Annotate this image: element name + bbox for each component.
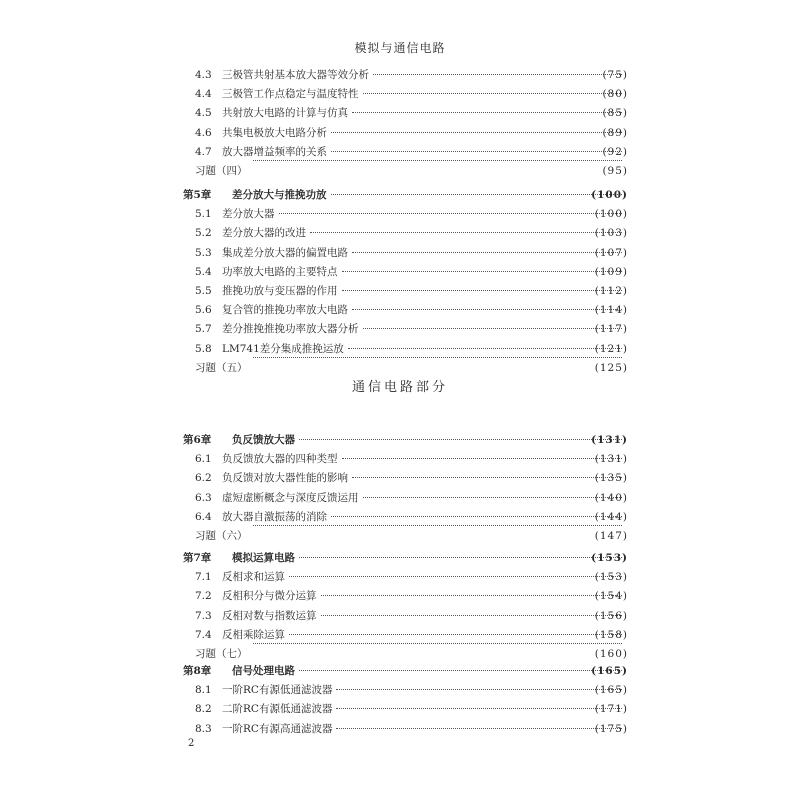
toc-entry-page: (171) <box>594 703 628 716</box>
toc-entry-number: 第7章 <box>183 552 212 564</box>
toc-exercise-row <box>0 359 800 378</box>
dot-leader <box>299 438 622 440</box>
dot-leader <box>253 642 622 644</box>
toc-entry-number: 习题（五） <box>195 361 248 374</box>
toc-entry-number: 习题（四） <box>195 165 248 177</box>
dot-leader <box>331 150 622 152</box>
toc-entry-title-line <box>222 301 622 320</box>
toc-item-row <box>0 489 800 508</box>
toc-item-row <box>0 124 800 143</box>
toc-entry-page: (131) <box>594 453 628 466</box>
toc-entry-number: 4.4 <box>195 88 212 101</box>
toc-entry-number: 5.3 <box>195 246 212 259</box>
dot-leader <box>348 347 622 349</box>
toc-entry-title-line <box>222 124 622 143</box>
toc-entry-title: 一阶RC有源高通滤波器 <box>222 722 333 735</box>
toc-entry-page: (103) <box>594 227 628 240</box>
toc-entry-page: (80) <box>602 88 628 101</box>
toc-entry-page: (95) <box>602 165 628 177</box>
toc-entry-page: (131) <box>591 434 628 446</box>
toc-entry-number: 7.1 <box>195 571 212 584</box>
toc-entry-number: 6.4 <box>195 510 212 523</box>
toc-entry-title-line <box>249 162 622 164</box>
toc-chapter-row <box>0 662 800 681</box>
dot-leader <box>331 515 622 517</box>
toc-entry-page: (156) <box>594 609 628 622</box>
toc-item-row <box>0 607 800 626</box>
toc-entry-number: 4.7 <box>195 145 212 158</box>
toc-item-row <box>0 85 800 104</box>
toc-entry-page: (154) <box>594 590 628 603</box>
toc-entry-number: 第8章 <box>183 665 212 677</box>
toc-entry-page: (165) <box>591 665 628 677</box>
dot-leader <box>299 669 622 671</box>
toc-entry-title-line <box>232 549 622 568</box>
toc-item-row <box>0 104 800 123</box>
toc-entry-number: 5.5 <box>195 285 212 297</box>
toc-item-row <box>0 282 800 301</box>
toc-entry-title-line <box>222 587 622 606</box>
toc-entry-title-line <box>222 244 622 263</box>
toc-item-row <box>0 244 800 263</box>
toc-entry-number: 5.4 <box>195 265 212 278</box>
toc-entry-page: (165) <box>594 684 628 697</box>
toc-entry-page: (158) <box>594 628 628 641</box>
toc-entry-title: 反相对数与指数运算 <box>222 609 317 622</box>
toc-entry-title-line <box>222 450 622 469</box>
toc-entry-number: 5.8 <box>195 342 212 355</box>
toc-entry-title: 差分放大器 <box>222 208 275 221</box>
dot-leader <box>310 231 622 233</box>
toc-item-row <box>0 224 800 243</box>
toc-entry-number: 4.3 <box>195 69 212 81</box>
toc-entry-number: 第5章 <box>183 189 212 201</box>
toc-chapter-row <box>0 186 800 205</box>
toc-entry-title-line <box>222 489 622 508</box>
toc-entry-title-line <box>222 282 622 301</box>
dot-leader <box>342 457 623 459</box>
toc-entry-page: (144) <box>594 510 628 523</box>
toc-exercise-row <box>0 527 800 546</box>
dot-leader <box>279 212 623 214</box>
dot-leader <box>336 727 622 729</box>
toc-entry-page: (75) <box>602 69 628 81</box>
toc-entry-number: 5.2 <box>195 227 212 240</box>
dot-leader <box>253 356 622 358</box>
toc-entry-title-line <box>222 263 622 282</box>
toc-entry-page: (100) <box>591 189 628 201</box>
dot-leader <box>321 614 623 616</box>
toc-item-row <box>0 469 800 488</box>
toc-entry-title: 模拟运算电路 <box>232 552 295 564</box>
toc-entry-page: (92) <box>602 145 628 158</box>
toc-entry-title-line <box>222 720 622 739</box>
toc-entry-title-line <box>222 104 622 123</box>
dot-leader <box>331 131 622 133</box>
toc-entry-title-line <box>232 431 622 450</box>
toc-entry-title: 信号处理电路 <box>232 665 295 677</box>
toc-entry-title-line <box>232 186 622 205</box>
dot-leader <box>336 707 622 709</box>
toc-entry-page: (135) <box>594 472 628 485</box>
toc-entry-page: (100) <box>594 208 628 221</box>
dot-leader <box>253 159 622 161</box>
toc-entry-title: 反相求和运算 <box>222 571 285 584</box>
dot-leader <box>342 289 623 291</box>
toc-entry-page: (85) <box>602 107 628 120</box>
toc-item-row <box>0 450 800 469</box>
toc-item-row <box>0 320 800 339</box>
toc-item-row <box>0 681 800 700</box>
toc-item-row <box>0 568 800 587</box>
toc-entry-title-line <box>249 359 622 361</box>
toc-entry-page: (125) <box>594 361 628 374</box>
page-header-title: 模拟与通信电路 <box>354 41 446 55</box>
toc-entry-number: 8.2 <box>195 703 212 716</box>
dot-leader <box>321 594 623 596</box>
toc-entry-title: 反相积分与微分运算 <box>222 590 317 603</box>
toc-entry-title: 二阶RC有源低通滤波器 <box>222 703 333 716</box>
toc-entry-page: (114) <box>594 304 628 317</box>
toc-entry-title: LM741差分集成推挽运放 <box>222 342 344 355</box>
toc-entry-title: 差分放大器的改进 <box>222 227 306 240</box>
toc-entry-number: 6.1 <box>195 453 212 466</box>
toc-entry-number: 第6章 <box>183 434 212 446</box>
toc-item-row <box>0 720 800 739</box>
toc-entry-number: 7.2 <box>195 590 212 603</box>
toc-entry-title: 负反馈放大器的四种类型 <box>222 453 338 466</box>
toc-entry-title-line <box>222 85 622 104</box>
toc-item-row <box>0 700 800 719</box>
toc-entry-title: 差分推挽推挽功率放大器分析 <box>222 323 359 336</box>
toc-item-row <box>0 263 800 282</box>
toc-entry-number: 习题（六） <box>195 530 248 542</box>
toc-entry-title: 功率放大电路的主要特点 <box>222 265 338 278</box>
toc-entry-number: 8.3 <box>195 722 212 735</box>
dot-leader <box>253 524 622 526</box>
toc-item-row <box>0 66 800 85</box>
toc-entry-number: 4.6 <box>195 126 212 139</box>
dot-leader <box>331 193 623 195</box>
toc-entry-number: 7.3 <box>195 609 212 622</box>
toc-entry-title-line <box>222 320 622 339</box>
toc-entry-page: (153) <box>594 571 628 584</box>
toc-entry-title-line <box>222 681 622 700</box>
toc-entry-title: 三极管工作点稳定与温度特性 <box>222 88 359 101</box>
toc-entry-number: 习题（七） <box>195 648 248 660</box>
toc-entry-title: 集成差分放大器的偏置电路 <box>222 246 348 259</box>
toc-entry-page: (140) <box>594 491 628 504</box>
dot-leader <box>336 688 622 690</box>
toc-item-row <box>0 205 800 224</box>
toc-entry-number: 6.3 <box>195 491 212 504</box>
toc-entry-title: 虚短虚断概念与深度反馈运用 <box>222 491 359 504</box>
dot-leader <box>342 270 623 272</box>
toc-entry-page: (112) <box>594 285 628 297</box>
toc-entry-title-line <box>222 700 622 719</box>
toc-entry-page: (175) <box>594 722 628 735</box>
toc-entry-title: 复合管的推挽功率放大电路 <box>222 304 348 317</box>
toc-entry-number: 4.5 <box>195 107 212 120</box>
toc-entry-title: 反相乘除运算 <box>222 628 285 641</box>
toc-entry-title-line <box>222 568 622 587</box>
toc-item-row <box>0 587 800 606</box>
toc-item-row <box>0 301 800 320</box>
toc-entry-number: 7.4 <box>195 628 212 641</box>
toc-entry-page: (160) <box>594 648 628 660</box>
toc-entry-title: 负反馈放大器 <box>232 434 295 446</box>
toc-entry-page: (121) <box>594 342 628 355</box>
toc-chapter-row <box>0 549 800 568</box>
toc-entry-title: 放大器自激振荡的消除 <box>222 510 327 523</box>
section-title: 通信电路部分 <box>351 380 448 395</box>
toc-entry-title-line <box>249 645 622 647</box>
toc-entry-page: (117) <box>594 323 628 336</box>
toc-entry-title: 三极管共射基本放大器等效分析 <box>222 69 369 81</box>
toc-entry-title: 放大器增益频率的关系 <box>222 145 327 158</box>
toc-entry-title-line <box>222 469 622 488</box>
toc-entry-title-line <box>222 607 622 626</box>
dot-leader <box>299 556 622 558</box>
dot-leader <box>289 575 622 577</box>
toc-entry-title: 推挽功放与变压器的作用 <box>222 285 338 297</box>
toc-entry-title: 共集电极放大电路分析 <box>222 126 327 139</box>
toc-entry-title: 一阶RC有源低通滤波器 <box>222 684 333 697</box>
toc-exercise-row <box>0 162 800 181</box>
toc-entry-number: 5.1 <box>195 208 212 221</box>
footer-page-number: 2 <box>188 738 195 749</box>
toc-entry-title-line <box>222 224 622 243</box>
toc-entry-number: 5.7 <box>195 323 212 336</box>
toc-entry-title-line <box>222 205 622 224</box>
toc-entry-page: (89) <box>602 126 628 139</box>
toc-chapter-row <box>0 431 800 450</box>
toc-entry-number: 6.2 <box>195 472 212 485</box>
toc-entry-title-line <box>232 662 622 681</box>
toc-entry-title-line <box>222 66 622 85</box>
toc-entry-page: (153) <box>591 552 628 564</box>
toc-entry-page: (109) <box>594 265 628 278</box>
toc-entry-number: 8.1 <box>195 684 212 697</box>
toc-entry-page: (107) <box>594 246 628 259</box>
toc-entry-title: 负反馈对放大器性能的影响 <box>222 472 348 485</box>
toc-entry-title: 共射放大电路的计算与仿真 <box>222 107 348 120</box>
dot-leader <box>289 633 622 635</box>
toc-entry-page: (147) <box>594 530 628 542</box>
toc-entry-title-line <box>249 527 622 529</box>
toc-entry-title: 差分放大与推挽功放 <box>232 189 327 201</box>
toc-entry-number: 5.6 <box>195 304 212 317</box>
